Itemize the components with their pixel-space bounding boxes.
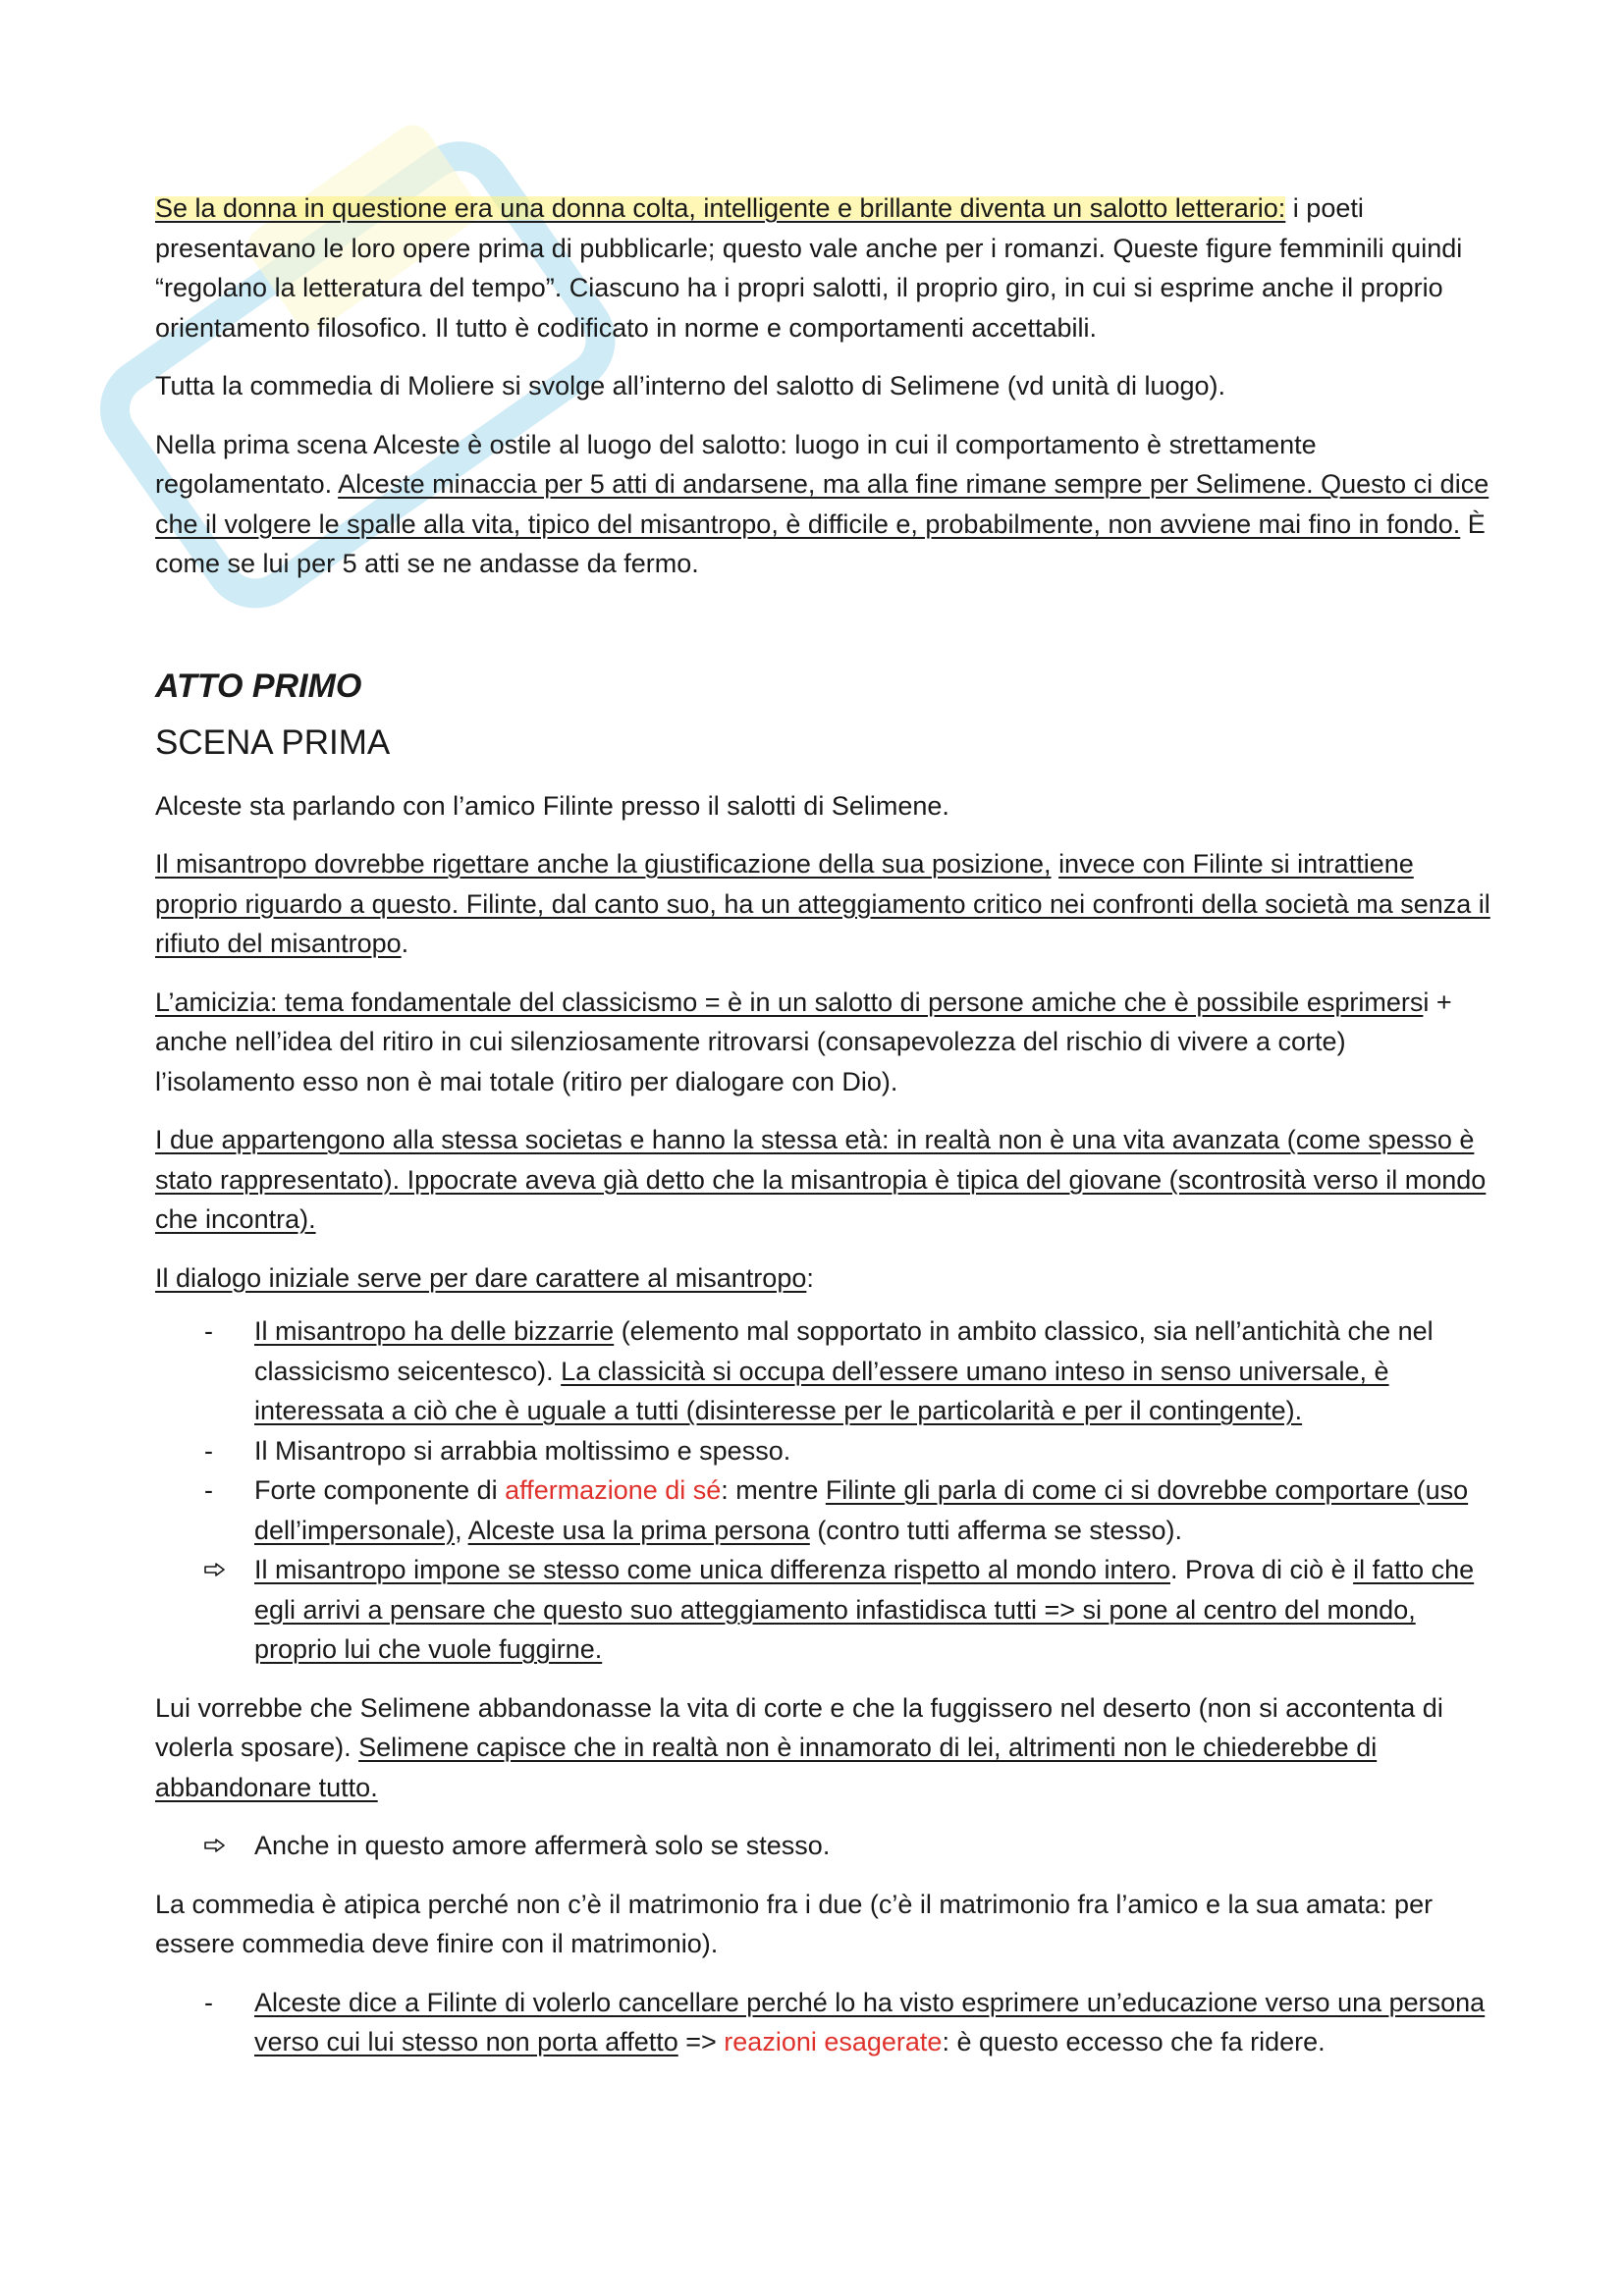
underlined-text: Selimene capisce che in realtà non è innamorato di lei, altrimenti non le chiederebbe di abbandonare tutto. (155, 1733, 1378, 1802)
list-item (155, 1431, 1490, 1471)
setting-paragraph: Tutta la commedia di Moliere si svolge all’interno del salotto di Selimene (vd unità di luogo). (155, 371, 1226, 400)
dash-bullet: - (204, 1475, 213, 1505)
paragraph-text: Nella prima scena Alceste è ostile al luogo del salotto: luogo in cui il comportamento è strettamente regolamentato. (155, 429, 1317, 499)
scene-intro-paragraph: Alceste sta parlando con l’amico Filinte presso il salotti di Selimene. (155, 790, 949, 821)
list-item (155, 1470, 1490, 1550)
atypical-comedy-paragraph: La commedia è atipica perché non c’è il matrimonio fra i due (c’è il matrimonio fra l’amico e la sua amata: per essere commedia deve finire con il matrimonio). (155, 1889, 1434, 1958)
underlined-text: L’amicizia: tema fondamentale del classicismo = è in un salotto di persone amiche che è possibile esprimers (155, 987, 1424, 1017)
first-scene-paragraph (155, 425, 1490, 584)
red-highlight-text: reazioni esagerate (724, 2027, 943, 2056)
underlined-text: Alceste usa la prima persona (467, 1515, 810, 1545)
list-item-text: => (677, 2027, 725, 2056)
paragraph-text: È come se lui per 5 atti se ne andasse da fermo. (155, 508, 1486, 578)
dialogue-intro-paragraph (155, 1258, 1490, 1299)
arrow-bullet-icon (204, 1550, 244, 1590)
underlined-text: Alceste dice a Filinte di volerlo cancellare perché lo ha visto esprimere un’educazione verso una persona verso cui lui stesso non porta affetto (254, 1987, 1486, 2056)
underlined-text: il fatto che egli arrivi a pensare che questo suo atteggiamento infastidisca tutti => si pone al centro del mondo, proprio lui che vuole fuggirne. (254, 1555, 1475, 1664)
paragraph-text: . (401, 929, 409, 958)
paragraph-text: i poeti presentavano le loro opere prima di pubblicarle; questo vale anche per i romanzi. Queste figure femminili quindi “regolano la letteratura del tempo”. Ciascuno ha i propri salotti, il proprio giro, in cui si esprime anche il proprio orientamento filosofico. Il tutto è codificato in norme e comportamenti accettabili. (155, 193, 1463, 343)
act-heading: ATTO PRIMO (155, 667, 362, 705)
love-conclusion-list (155, 1826, 1490, 1866)
list-item-text: : è questo eccesso che fa ridere. (942, 2027, 1326, 2056)
paragraph-text (1052, 849, 1059, 879)
underlined-text: invece con Filinte si intrattiene proprio riguardo a questo. Filinte, dal canto suo, ha un atteggiamento critico nei confronti della società ma senza il rifiuto del misantropo (155, 849, 1490, 958)
list-item-text: (elemento mal sopportato in ambito classico, sia nell’antichità che nel classicismo seicentesco). (254, 1316, 1434, 1386)
red-highlight-text: affermazione di sé (505, 1475, 722, 1505)
underlined-text: I due appartengono alla stessa societas e hanno la stessa età: in realtà non è una vita avanzata (come spesso è stato rappresentato). Ippocrate aveva già detto che la misantropia è tipica del giovane (scontrosità verso il mondo che incontra). (155, 1125, 1487, 1234)
list-item-text: , (455, 1515, 468, 1545)
misanthrope-justification-paragraph (155, 844, 1490, 964)
underlined-text: Il misantropo dovrebbe rigettare anche la giustificazione della sua posizione, (155, 849, 1052, 879)
underlined-text: Filinte gli parla di come ci si dovrebbe comportare (uso dell’impersonale) (254, 1475, 1469, 1545)
underlined-text: Il misantropo ha delle bizzarrie (254, 1316, 615, 1346)
dash-bullet: - (204, 1435, 213, 1466)
friendship-paragraph (155, 983, 1490, 1102)
document-page (155, 188, 1490, 2081)
list-item-text: : mentre (721, 1475, 826, 1505)
underlined-text: Alceste minaccia per 5 atti di andarsene, ma alla fine rimane sempre per Selimene. Questo ci dice che il volgere le spalle alla vita, tipico del misantropo, è difficile e, probabilmente, non avviene mai fino in fondo. (155, 469, 1489, 539)
list-item (155, 1826, 1490, 1866)
intro-paragraph (155, 188, 1490, 347)
desert-paragraph (155, 1688, 1490, 1808)
arrow-bullet-icon (204, 1826, 244, 1866)
underlined-text: La classicità si occupa dell’essere umano inteso in senso universale, è interessata a ciò che è uguale a tutti (disinteresse per le particolarità e per il contingente). (254, 1356, 1389, 1425)
dash-bullet: - (204, 1316, 213, 1346)
list-item-text: Il Misantropo si arrabbia moltissimo e spesso. (254, 1435, 791, 1466)
list-item (155, 1550, 1490, 1670)
list-item-text: Forte componente di (254, 1475, 506, 1505)
underlined-text: Il misantropo impone se stesso come unica differenza rispetto al mondo intero (254, 1555, 1170, 1584)
character-traits-list (155, 1311, 1490, 1670)
exaggerated-reactions-list (155, 1983, 1490, 2062)
paragraph-text: Lui vorrebbe che Selimene abbandonasse la vita di corte e che la fuggissero nel deserto (non si accontenta di volerla sposare). (155, 1692, 1443, 1762)
underlined-text: Il dialogo iniziale serve per dare carattere al misantropo (155, 1262, 807, 1293)
list-item-text: Anche in questo amore affermerà solo se stesso. (254, 1831, 831, 1860)
paragraph-text: i + anche nell’idea del ritiro in cui silenziosamente ritrovarsi (consapevolezza del rischio di vivere a corte) l’isolamento esso non è mai totale (ritiro per dialogare con Dio). (155, 987, 1452, 1096)
list-item-text: . Prova di ciò è (1170, 1555, 1354, 1584)
underlined-text: Se la donna in questione era una donna colta, intelligente e brillante diventa un salotto letterario: (155, 193, 1286, 223)
scene-heading: SCENA PRIMA (155, 722, 391, 762)
dash-bullet: - (204, 1987, 213, 2017)
paragraph-text: : (806, 1262, 814, 1293)
list-item (155, 1983, 1490, 2062)
list-item (155, 1311, 1490, 1431)
same-age-paragraph (155, 1120, 1490, 1240)
list-item-text: (contro tutti afferma se stesso). (809, 1515, 1182, 1545)
